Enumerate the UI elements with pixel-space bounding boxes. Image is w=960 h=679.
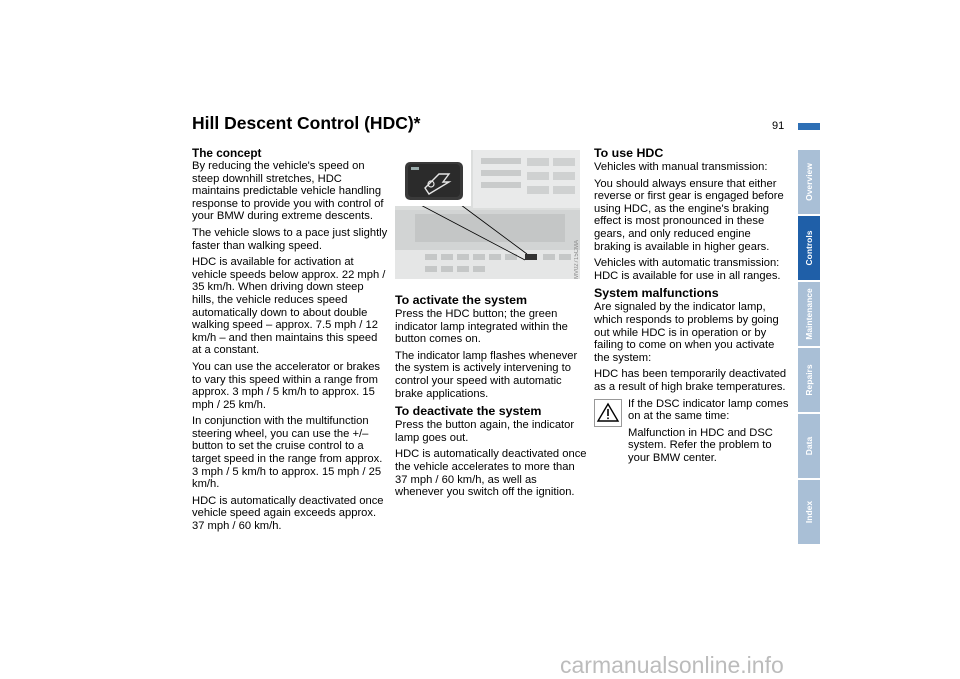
tab-index[interactable]	[798, 480, 820, 544]
watermark-text: carmanualsonline.info	[560, 652, 784, 678]
paragraph: In conjunction with the multifunction steering wheel, you can use the +/– button to set the cruise control to a target speed in the range from approx. 3 mph / 5 km/h to approx. 15 mph / 25 km/h.	[192, 415, 383, 491]
paragraph: HDC is automatically deactivated once the vehicle accelerates to more than 37 mph / 60 km/h, as well as whenever you switch off the ignition.	[395, 448, 587, 499]
tab-label: Controls	[804, 230, 814, 266]
warning-triangle-icon	[594, 399, 622, 427]
paragraph: By reducing the vehicle's speed on steep downhill stretches, HDC maintains predictable vehicle handling response to provide you with control of your BMW during extreme descents.	[192, 160, 384, 223]
heading-use: To use HDC	[594, 146, 664, 160]
warning-line: If the DSC indicator lamp comes on at the same time:	[628, 397, 789, 423]
tab-data[interactable]	[798, 414, 820, 478]
page-number: 91	[772, 120, 785, 132]
page-title: Hill Descent Control (HDC)*	[192, 113, 421, 133]
paragraph: HDC is automatically deactivated once vehicle speed again exceeds approx. 37 mph / 60 km/h.	[192, 494, 384, 533]
image-code: MV02715CMA	[574, 240, 580, 280]
page-marker-bar	[798, 123, 820, 130]
paragraph: You can use the accelerator or brakes to vary this speed within a range from approx. 3 mph / 5 km/h to approx. 15 mph / 25 km/h.	[192, 360, 381, 411]
tab-label: Maintenance	[804, 288, 814, 340]
warning-note	[594, 398, 790, 427]
tab-label: Repairs	[804, 364, 814, 396]
paragraph: Vehicles with manual transmission:	[594, 161, 768, 173]
paragraph: HDC has been temporarily deactivated as a result of high brake temperatures.	[594, 368, 787, 393]
dashboard-illustration	[395, 150, 580, 279]
paragraph: HDC is available for activation at vehicle speeds below approx. 22 mph / 35 km/h. When driving down steep hills, the vehicle reduces speed automatically down to about double walking speed – approx. 7.5 mph / 12 km/h – and then maintains this speed at a constant.	[192, 256, 386, 357]
section-tabs	[798, 150, 820, 546]
tab-label: Index	[804, 500, 814, 524]
tab-controls[interactable]	[798, 216, 820, 280]
heading-concept: The concept	[192, 146, 262, 160]
heading-activate: To activate the system	[395, 293, 527, 307]
column-usage	[594, 146, 790, 468]
paragraph: Vehicles with automatic transmission: HDC is available for use in all ranges.	[594, 257, 781, 282]
paragraph: The indicator lamp flashes whenever the system is actively intervening to control your speed with automatic brake applications.	[395, 349, 578, 400]
warning-line: Malfunction in HDC and DSC system. Refer the problem to your BMW center.	[628, 426, 773, 464]
tab-repairs[interactable]	[798, 348, 820, 412]
paragraph: Press the HDC button; the green indicator lamp integrated within the button comes on.	[395, 308, 568, 346]
tab-overview[interactable]	[798, 150, 820, 214]
paragraph: You should always ensure that either reverse or first gear is engaged before using HDC, as the engine's braking effect is most pronounced in these gears, and only reduced engine braking is available in higher gears.	[594, 177, 784, 253]
hdc-button-photo	[395, 150, 580, 279]
heading-deactivate: To deactivate the system	[395, 404, 542, 419]
column-activation	[395, 293, 587, 503]
tab-label: Overview	[804, 163, 814, 201]
tab-label: Data	[804, 436, 814, 456]
paragraph: Are signaled by the indicator lamp, which responds to problems by going out while HDC is in operation or by failing to come on when you activate the system:	[594, 301, 779, 364]
column-concept	[192, 146, 388, 537]
paragraph: Press the button again, the indicator lamp goes out.	[395, 419, 575, 444]
paragraph: The vehicle slows to a pace just slightly faster than walking speed.	[192, 226, 388, 252]
heading-malfunctions: System malfunctions	[594, 286, 719, 301]
tab-maintenance[interactable]	[798, 282, 820, 346]
